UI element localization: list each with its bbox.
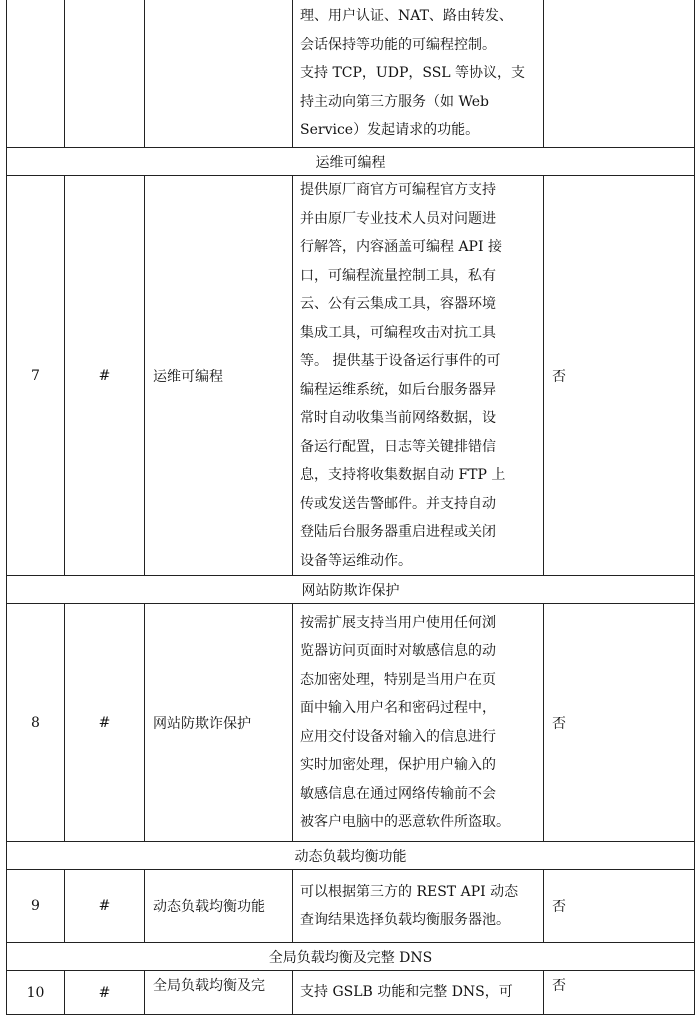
row-marker xyxy=(65,0,145,148)
row-marker: # xyxy=(65,176,145,576)
row-support: 否 xyxy=(544,971,695,1015)
desc-line: 登陆后台服务器重启进程或关闭 xyxy=(300,524,496,540)
desc-line: 应用交付设备对输入的信息进行 xyxy=(300,728,496,745)
row-marker: # xyxy=(65,870,145,943)
desc-line: 查询结果选择负载均衡服务器池。 xyxy=(300,912,510,928)
row-number xyxy=(7,0,65,148)
section-title: 运维可编程 xyxy=(7,148,695,176)
row-name: 运维可编程 xyxy=(145,176,293,576)
desc-line: 被客户电脑中的恶意软件所盗取。 xyxy=(300,814,510,830)
row-description xyxy=(293,0,544,148)
desc-line: 态加密处理，特别是当用户在页 xyxy=(300,671,496,688)
desc-line: 设备等运维动作。 xyxy=(300,552,412,569)
desc-line: 等。 提供基于设备运行事件的可 xyxy=(300,353,501,369)
row-support: 否 xyxy=(544,176,695,576)
row-name: 动态负载均衡功能 xyxy=(145,870,293,943)
row-number: 10 xyxy=(7,971,65,1015)
desc-line: 览器访问页面时对敏感信息的动 xyxy=(300,643,496,659)
row-support: 否 xyxy=(544,604,695,842)
row-description xyxy=(293,870,544,943)
desc-line: 支持 TCP，UDP，SSL 等协议，支 xyxy=(300,65,526,82)
desc-line: 编程运维系统，如后台服务器异 xyxy=(300,381,496,398)
desc-line: 可以根据第三方的 REST API 动态 xyxy=(300,883,519,900)
table-row xyxy=(7,0,695,148)
desc-line: 会话保持等功能的可编程控制。 xyxy=(300,36,496,53)
table-row xyxy=(7,971,695,1015)
desc-line: 敏感信息在通过网络传输前不会 xyxy=(300,785,496,802)
section-title: 网站防欺诈保护 xyxy=(7,576,695,604)
row-number: 7 xyxy=(7,176,65,576)
row-support xyxy=(544,0,695,148)
row-number: 8 xyxy=(7,604,65,842)
desc-line: 提供原厂商官方可编程官方支持 xyxy=(300,182,496,198)
section-header xyxy=(7,148,695,176)
requirements-table xyxy=(6,0,695,1015)
desc-line: Service）发起请求的功能。 xyxy=(300,122,480,139)
desc-line: 按需扩展支持当用户使用任何浏 xyxy=(300,614,496,631)
desc-line: 理、用户认证、NAT、路由转发、 xyxy=(300,8,513,25)
desc-line: 并由原厂专业技术人员对问题进 xyxy=(300,210,496,227)
desc-line: 持主动向第三方服务（如 Web xyxy=(300,93,489,110)
row-marker: # xyxy=(65,604,145,842)
desc-line: 常时自动收集当前网络数据，设 xyxy=(300,410,496,426)
desc-line: 口，可编程流量控制工具，私有 xyxy=(300,267,496,284)
table-row xyxy=(7,176,695,576)
row-marker: # xyxy=(65,971,145,1015)
table-row xyxy=(7,604,695,842)
desc-line: 息，支持将收集数据自动 FTP 上 xyxy=(300,467,506,483)
row-name xyxy=(145,0,293,148)
row-number: 9 xyxy=(7,870,65,943)
row-description xyxy=(293,176,544,576)
desc-line: 备运行配置，日志等关键排错信 xyxy=(300,438,496,455)
section-title: 动态负载均衡功能 xyxy=(7,842,695,870)
section-header xyxy=(7,943,695,971)
row-support: 否 xyxy=(544,870,695,943)
desc-line: 云、公有云集成工具，容器环境 xyxy=(300,296,496,312)
desc-line: 集成工具，可编程攻击对抗工具 xyxy=(300,324,496,341)
row-description xyxy=(293,604,544,842)
desc-line: 实时加密处理，保护用户输入的 xyxy=(300,757,496,773)
desc-line: 行解答，内容涵盖可编程 API 接 xyxy=(300,239,502,255)
section-header xyxy=(7,842,695,870)
row-description xyxy=(293,971,544,1015)
row-name: 全局负载均衡及完 xyxy=(145,971,293,1015)
desc-line: 支持 GSLB 功能和完整 DNS，可 xyxy=(300,984,513,1001)
section-title: 全局负载均衡及完整 DNS xyxy=(7,943,695,971)
section-header xyxy=(7,576,695,604)
desc-line: 面中输入用户名和密码过程中， xyxy=(300,700,496,716)
table-row xyxy=(7,870,695,943)
row-name: 网站防欺诈保护 xyxy=(145,604,293,842)
desc-line: 传或发送告警邮件。并支持自动 xyxy=(300,495,496,512)
